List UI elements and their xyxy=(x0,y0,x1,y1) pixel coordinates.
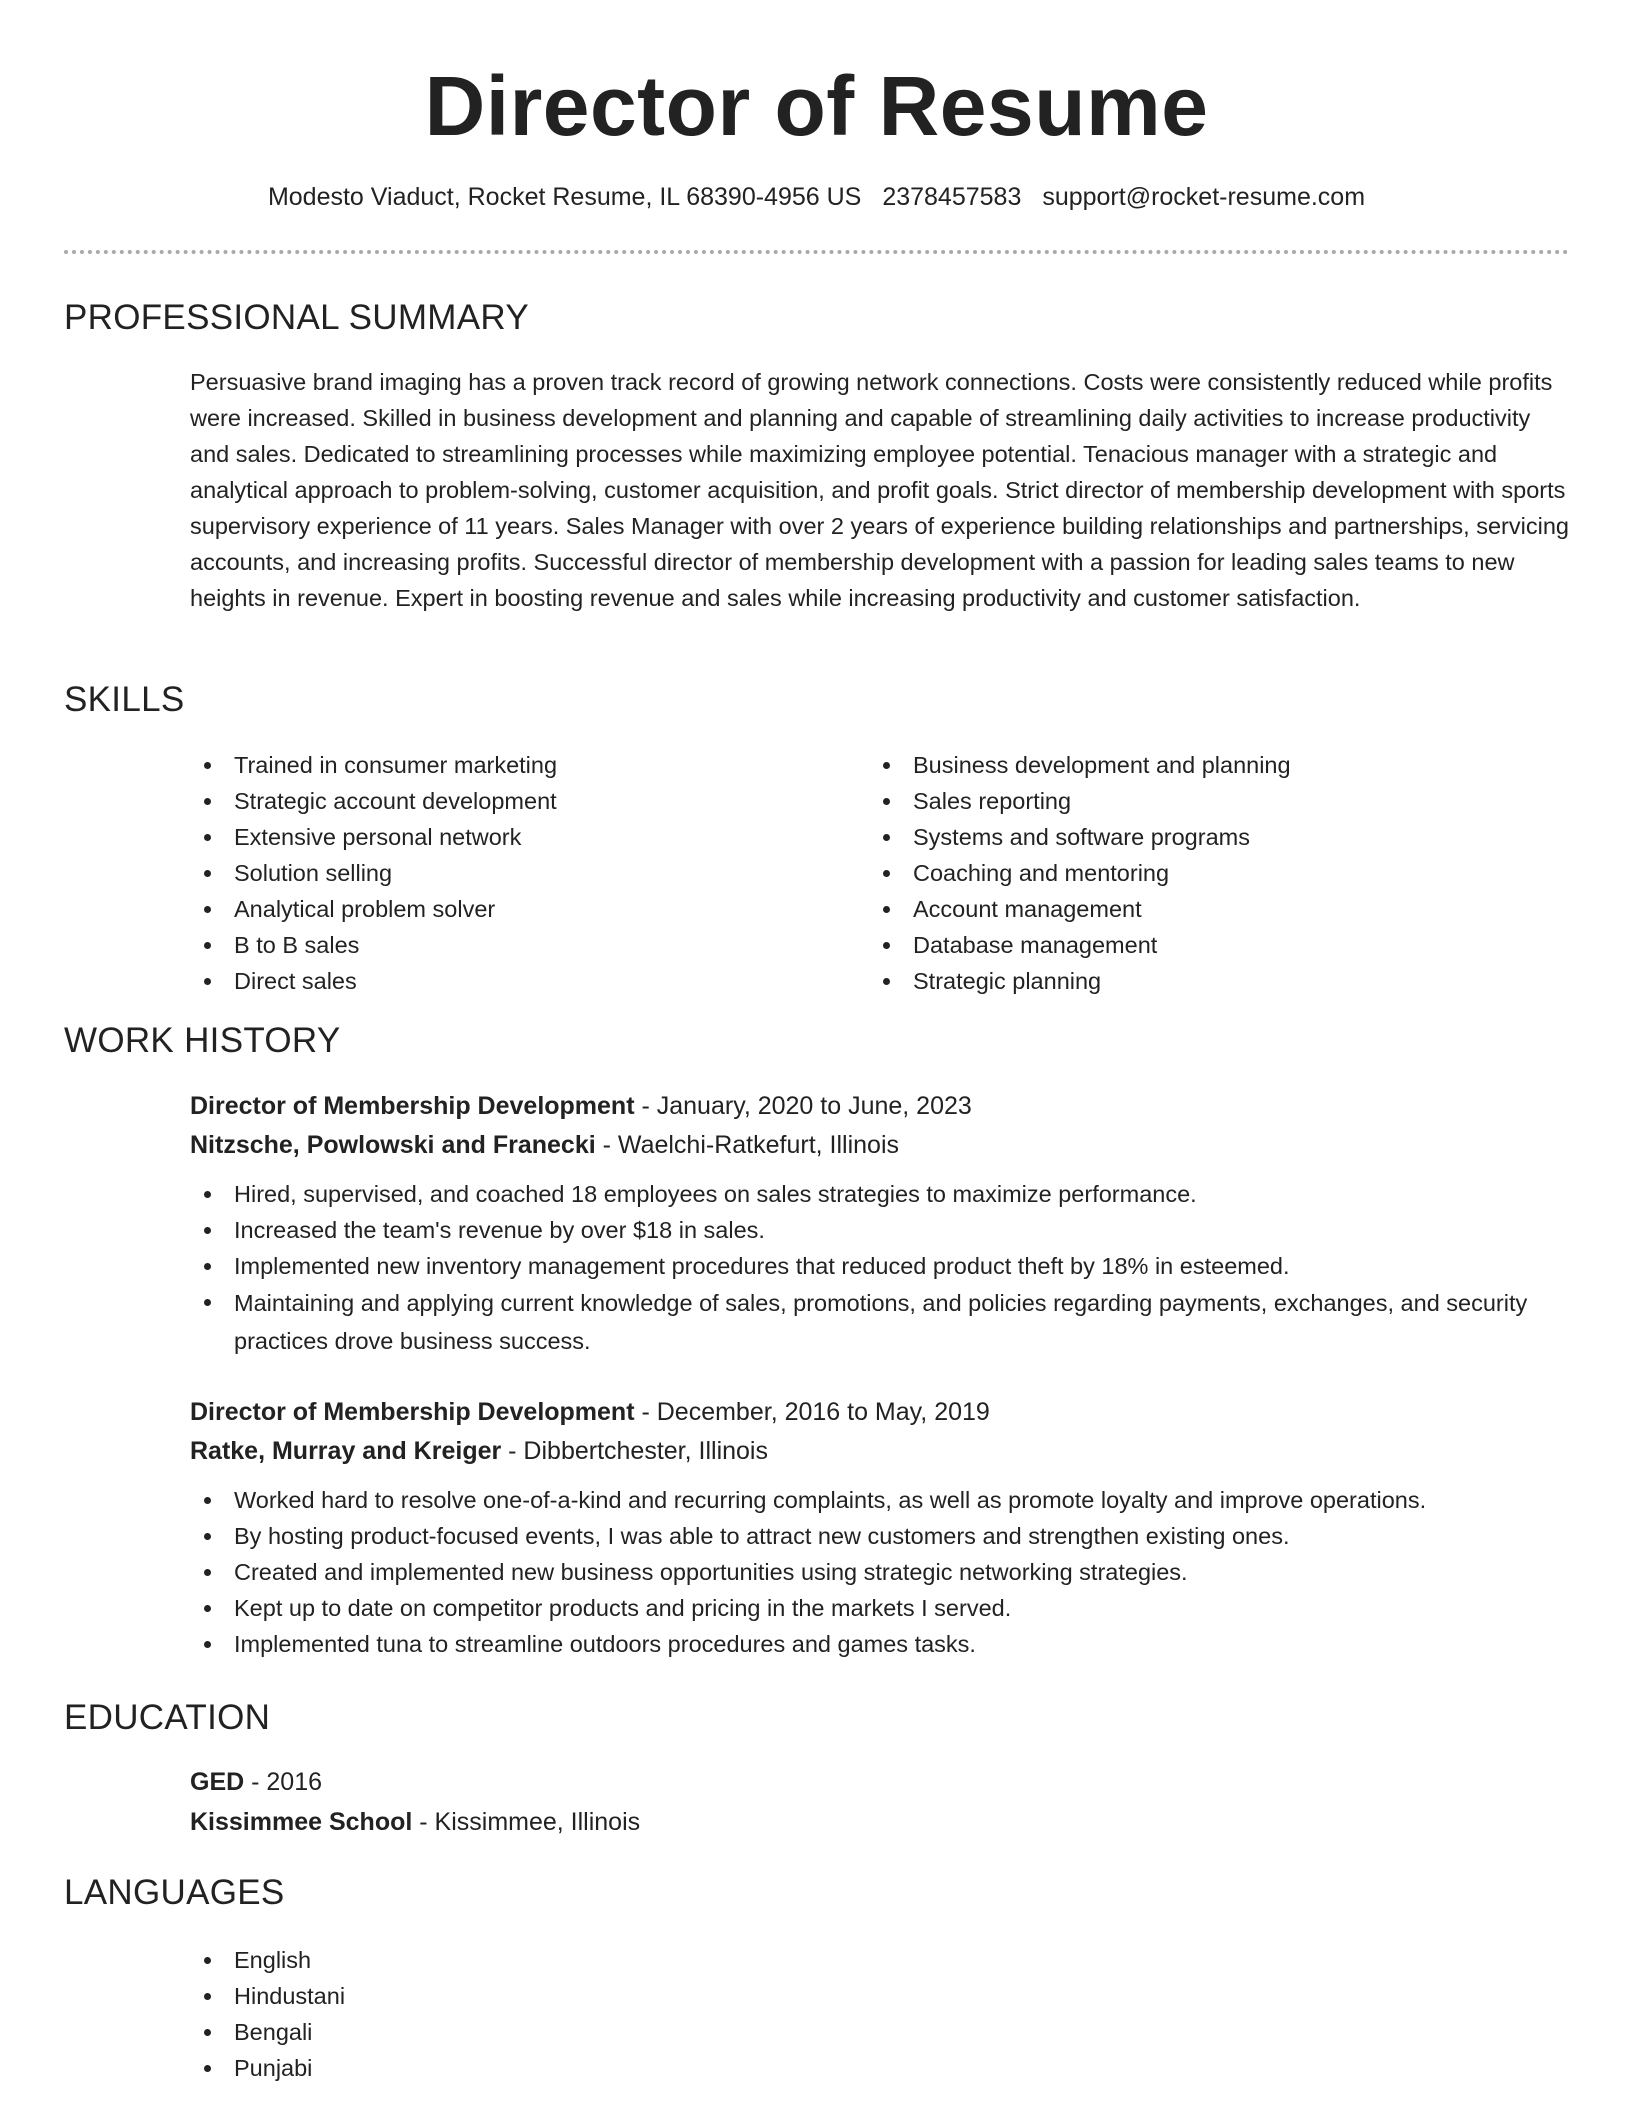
job-bullet: Implemented new inventory management procedures that reduced product theft by 18% in esteemed. xyxy=(190,1248,1570,1284)
language-item: Hindustani xyxy=(190,1978,1570,2014)
skills-left-column xyxy=(190,747,830,999)
skill-item: Trained in consumer marketing xyxy=(190,747,830,783)
contact-line xyxy=(64,180,1569,214)
contact-email: support@rocket-resume.com xyxy=(1042,183,1366,211)
job-2-company-line xyxy=(190,1434,768,1468)
language-item: Punjabi xyxy=(190,2050,1570,2086)
job-1-company-line xyxy=(190,1128,899,1162)
languages-list xyxy=(190,1942,1570,2086)
skill-item: Strategic planning xyxy=(869,963,1509,999)
job-1-role: Director of Membership Development xyxy=(190,1092,635,1120)
skill-item: B to B sales xyxy=(190,927,830,963)
resume-page xyxy=(64,0,1569,2081)
job-bullet: Maintaining and applying current knowledge of sales, promotions, and policies regarding payments, exchanges, and security practices drove business success. xyxy=(190,1284,1570,1360)
skill-item: Systems and software programs xyxy=(869,819,1509,855)
job-bullet: Hired, supervised, and coached 18 employees on sales strategies to maximize performance. xyxy=(190,1176,1570,1212)
languages-heading: LANGUAGES xyxy=(64,1873,285,1912)
language-item: English xyxy=(190,1942,1570,1978)
skill-item: Sales reporting xyxy=(869,783,1509,819)
skills-heading: SKILLS xyxy=(64,680,185,719)
education-degree-line xyxy=(190,1765,322,1799)
job-1-bullets xyxy=(190,1176,1570,1360)
job-2-company: Ratke, Murray and Kreiger xyxy=(190,1437,502,1465)
job-2-title-line xyxy=(190,1395,990,1429)
work-heading: WORK HISTORY xyxy=(64,1021,341,1060)
job-bullet: Kept up to date on competitor products and pricing in the markets I served. xyxy=(190,1590,1570,1626)
job-bullet: By hosting product-focused events, I was able to attract new customers and strengthen existing ones. xyxy=(190,1518,1570,1554)
skill-item: Database management xyxy=(869,927,1509,963)
skill-item: Account management xyxy=(869,891,1509,927)
education-location: - Kissimmee, Illinois xyxy=(412,1808,641,1836)
skill-item: Extensive personal network xyxy=(190,819,830,855)
skills-right-column xyxy=(869,747,1509,999)
job-1-title-line xyxy=(190,1089,972,1123)
skill-item: Solution selling xyxy=(190,855,830,891)
skill-item: Business development and planning xyxy=(869,747,1509,783)
education-year: - 2016 xyxy=(244,1768,323,1796)
resume-name: Director of Resume xyxy=(424,59,1209,153)
contact-phone: 2378457583 xyxy=(882,183,1022,211)
job-2-location: - Dibbertchester, Illinois xyxy=(501,1437,768,1465)
education-school-line xyxy=(190,1805,640,1839)
skill-item: Direct sales xyxy=(190,963,830,999)
job-bullet: Implemented tuna to streamline outdoors procedures and games tasks. xyxy=(190,1626,1570,1662)
contact-address: Modesto Viaduct, Rocket Resume, IL 68390-4956 US xyxy=(267,183,862,211)
job-bullet: Worked hard to resolve one-of-a-kind and recurring complaints, as well as promote loyalty and improve operations. xyxy=(190,1482,1570,1518)
education-heading: EDUCATION xyxy=(64,1698,271,1737)
job-bullet: Increased the team's revenue by over $18 in sales. xyxy=(190,1212,1570,1248)
skill-item: Strategic account development xyxy=(190,783,830,819)
job-1-location: - Waelchi-Ratkefurt, Illinois xyxy=(595,1131,900,1159)
job-bullet: Created and implemented new business opportunities using strategic networking strategies. xyxy=(190,1554,1570,1590)
skill-item: Analytical problem solver xyxy=(190,891,830,927)
job-2-role: Director of Membership Development xyxy=(190,1398,635,1426)
summary-heading: PROFESSIONAL SUMMARY xyxy=(64,298,529,337)
job-2-bullets xyxy=(190,1482,1570,1662)
summary-text: Persuasive brand imaging has a proven track record of growing network connections. Costs were consistently reduced while profits were increased. Skilled in business development and planning and capable of streamlining daily activities to increase productivity and sales. Dedicated to streamlining processes while maximizing employee potential. Tenacious manager with a strategic and analytical approach to problem-solving, customer acquisition, and profit goals. Strict director of membership development with sports supervisory experience of 11 years. Sales Manager with over 2 years of experience building relationships and partnerships, servicing accounts, and increasing profits. Successful director of membership development with a passion for leading sales teams to new heights in revenue. Expert in boosting revenue and sales while increasing productivity and customer satisfaction. xyxy=(190,369,1569,611)
education-degree: GED xyxy=(190,1768,245,1796)
education-school: Kissimmee School xyxy=(190,1808,413,1836)
job-1-dates: - January, 2020 to June, 2023 xyxy=(634,1092,972,1120)
header-divider xyxy=(64,250,1569,254)
language-item: Bengali xyxy=(190,2014,1570,2050)
job-2-dates: - December, 2016 to May, 2019 xyxy=(634,1398,990,1426)
job-1-company: Nitzsche, Powlowski and Franecki xyxy=(190,1131,596,1159)
skill-item: Coaching and mentoring xyxy=(869,855,1509,891)
